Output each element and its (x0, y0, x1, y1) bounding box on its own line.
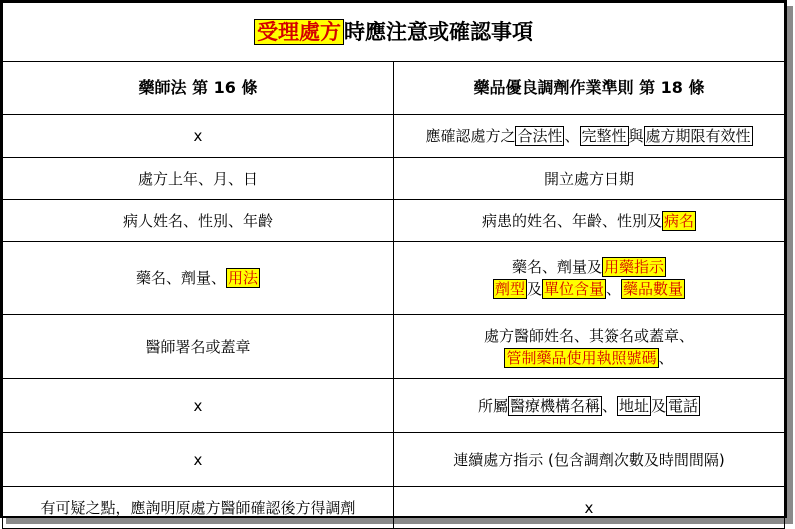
row-4-left (3, 242, 394, 315)
row-8-left: 有可疑之點，應詢明原處方醫師確認後方得調劑 (3, 487, 394, 529)
row-4-right (394, 242, 785, 315)
text-segment: 、 (606, 280, 622, 298)
header-pharmacist-act: 藥師法 第 16 條 (3, 62, 394, 115)
cell-line (398, 256, 780, 278)
row-6-right (394, 379, 785, 433)
text-segment: 藥名、劑量、 (135, 269, 226, 287)
text-segment: 應確認處方之 (425, 127, 516, 145)
text-segment: 開立處方日期 (543, 169, 634, 188)
row-6-left: x (3, 379, 394, 433)
text-segment: 、 (564, 127, 580, 145)
highlighted-term: 單位含量 (543, 280, 604, 298)
comparison-table (2, 2, 785, 529)
highlighted-term: 管制藥品使用執照號碼 (506, 348, 657, 367)
text-segment: 連續處方指示 (包含調劑次數及時間間隔) (453, 450, 725, 469)
row-3-right (394, 200, 785, 242)
highlighted-term: 病名 (664, 211, 695, 230)
row-7-left: x (3, 433, 394, 487)
text-segment: 、 (601, 396, 617, 415)
boxed-term: 完整性 (581, 127, 627, 145)
row-7-right (394, 433, 785, 487)
row-3-left: 病人姓名、性別、年齡 (3, 200, 394, 242)
row-5-right (394, 315, 785, 379)
text-segment: x (584, 498, 594, 517)
row-5-left: 醫師署名或蓋章 (3, 315, 394, 379)
title-rest: 時應注意或確認事項 (344, 20, 533, 44)
row-2-right (394, 158, 785, 200)
boxed-term: 地址 (619, 396, 650, 415)
boxed-term: 電話 (668, 396, 699, 415)
text-segment: 所屬 (477, 396, 508, 415)
header-dispensing-guidelines: 藥品優良調劑作業準則 第 18 條 (394, 62, 785, 115)
row-1-right (394, 115, 785, 158)
cell-line (398, 347, 780, 369)
boxed-term: 醫療機構名稱 (509, 396, 600, 415)
text-segment: 病患的姓名、年齡、性別及 (481, 211, 662, 230)
table-title (3, 3, 785, 62)
text-segment: 藥名、劑量及 (511, 258, 602, 276)
highlighted-term: 藥品數量 (623, 280, 684, 298)
row-1-left: x (3, 115, 394, 158)
text-segment: 與 (628, 127, 644, 145)
highlighted-term: 用藥指示 (604, 258, 665, 276)
title-highlight: 受理處方 (254, 19, 344, 45)
row-8-right (394, 487, 785, 529)
highlighted-term: 用法 (228, 269, 259, 287)
text-segment: 、 (658, 348, 674, 367)
cell-line (398, 325, 780, 347)
text-segment: 處方醫師姓名、其簽名或蓋章、 (483, 326, 694, 345)
boxed-term: 處方期限有效性 (645, 127, 751, 145)
text-segment: 及 (651, 396, 667, 415)
boxed-term: 合法性 (517, 127, 563, 145)
text-segment: 及 (526, 280, 542, 298)
cell-line (398, 278, 780, 300)
highlighted-term: 劑型 (494, 280, 525, 298)
row-2-left: 處方上年、月、日 (3, 158, 394, 200)
